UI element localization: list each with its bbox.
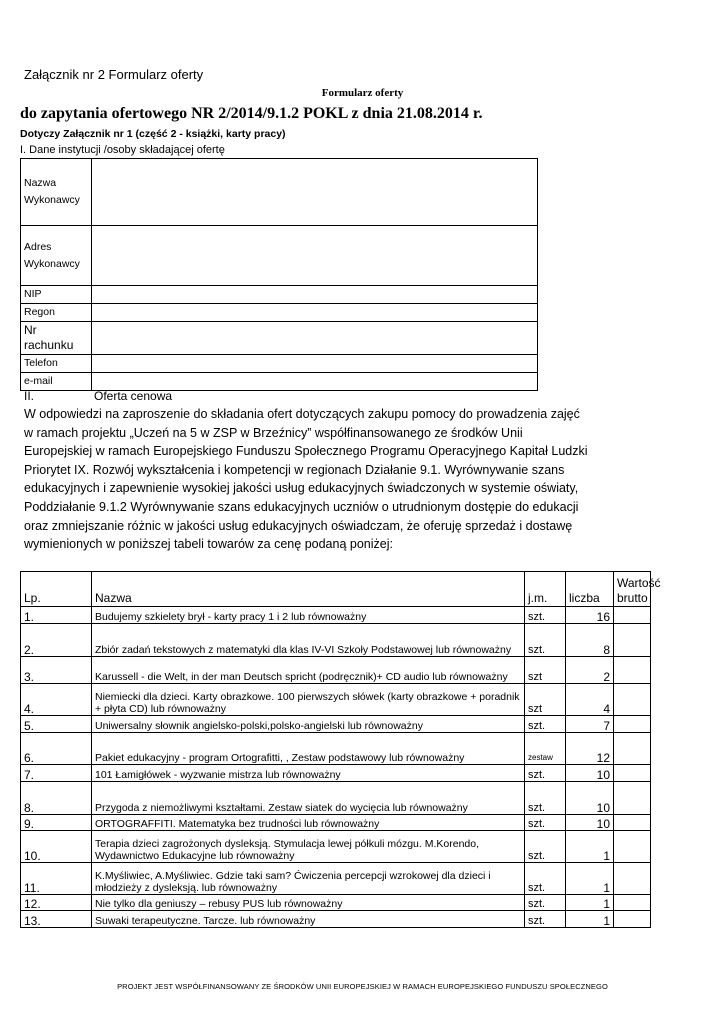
- nip-field[interactable]: [92, 286, 538, 304]
- row-qty: 16: [566, 607, 614, 624]
- row-unit: szt.: [525, 607, 566, 624]
- row-lp: 8.: [21, 782, 92, 815]
- row-unit: szt.: [525, 815, 566, 831]
- row-value-input[interactable]: [614, 863, 651, 895]
- field-label: Telefon: [21, 355, 92, 373]
- row-name: Zbiór zadań tekstowych z matematyki dla klas IV-VI Szkoły Podstawowej lub równoważny: [92, 624, 525, 657]
- section2-title: Oferta cenowa: [94, 389, 173, 403]
- table-row: [21, 607, 651, 624]
- row-qty: 7: [566, 716, 614, 733]
- row-value-input[interactable]: [614, 733, 651, 765]
- annex-label: Załącznik nr 2 Formularz oferty: [24, 67, 204, 82]
- paragraph-line: Priorytet IX. Rozwój wykształcenia i kompetencji w regionach Działanie 9.1. Wyrównywanie szans: [24, 462, 565, 477]
- row-unit: szt.: [525, 895, 566, 911]
- regon-field[interactable]: [92, 304, 538, 322]
- row-lp: 1.: [21, 607, 92, 624]
- row-qty: 10: [566, 815, 614, 831]
- field-label: NIP: [21, 286, 92, 304]
- page-title: do zapytania ofertowego NR 2/2014/9.1.2 POKL z dnia 21.08.2014 r.: [20, 105, 483, 122]
- row-value-input[interactable]: [614, 607, 651, 624]
- contractor-address-field[interactable]: [92, 226, 538, 286]
- table-row: [21, 815, 651, 831]
- paragraph-line: oraz zmniejszanie różnic w jakości usług edukacyjnych oświadczam, że oferuję sprzedaż i dostawę: [24, 518, 573, 533]
- field-label: Nr rachunku: [21, 322, 92, 355]
- row-qty: 2: [566, 657, 614, 684]
- row-qty: 1: [566, 895, 614, 911]
- table-row: [21, 716, 651, 733]
- row-value-input[interactable]: [614, 624, 651, 657]
- row-lp: 6.: [21, 733, 92, 765]
- row-value-input[interactable]: [614, 831, 651, 863]
- row-unit: zestaw: [525, 733, 566, 765]
- row-value-input[interactable]: [614, 895, 651, 911]
- field-row-phone: [21, 355, 538, 373]
- section1-title: I. Dane instytucji /osoby składającej ofertę: [20, 144, 225, 156]
- field-row-name: [21, 159, 538, 226]
- row-qty: 10: [566, 765, 614, 782]
- table-row: [21, 684, 651, 716]
- table-row: [21, 624, 651, 657]
- header-name: Nazwa: [92, 572, 525, 607]
- row-lp: 7.: [21, 765, 92, 782]
- table-row: [21, 765, 651, 782]
- row-unit: szt.: [525, 911, 566, 928]
- row-lp: 9.: [21, 815, 92, 831]
- items-table: [20, 571, 661, 928]
- paragraph-line: w ramach projektu „Uczeń na 5 w ZSP w Brzeźnicy” współfinansowanego ze środków Unii: [24, 425, 523, 440]
- row-name: Uniwersalny słownik angielsko-polski,polsko-angielski lub równoważny: [92, 716, 525, 733]
- header-qty: liczba: [566, 572, 614, 607]
- row-qty: 12: [566, 733, 614, 765]
- row-qty: 1: [566, 863, 614, 895]
- row-unit: szt.: [525, 624, 566, 657]
- row-name: Karussell - die Welt, in der man Deutsch spricht (podręcznik)+ CD audio lub równoważny: [92, 657, 525, 684]
- section2-heading: [24, 389, 173, 403]
- paragraph-line: Poddziałanie 9.1.2 Wyrównywanie szans edukacyjnych uczniów o utrudnionym dostępie do edukacji: [24, 499, 579, 514]
- field-label: Nazwa Wykonawcy: [21, 159, 92, 226]
- row-qty: 1: [566, 831, 614, 863]
- row-value-input[interactable]: [614, 815, 651, 831]
- row-qty: 1: [566, 911, 614, 928]
- footer-note: PROJEKT JEST WSPÓŁFINANSOWANY ZE ŚRODKÓW UNII EUROPEJSKIEJ W RAMACH EUROPEJSKIEGO FUNDUSZU SPOŁECZNEGO: [117, 982, 608, 991]
- row-unit: szt: [525, 684, 566, 716]
- paragraph-line: wymienionych w poniższej tabeli towarów za cenę podaną poniżej:: [24, 537, 393, 552]
- row-lp: 2.: [21, 624, 92, 657]
- row-qty: 10: [566, 782, 614, 815]
- header-unit: j.m.: [525, 572, 566, 607]
- row-value-input[interactable]: [614, 716, 651, 733]
- row-unit: szt.: [525, 716, 566, 733]
- row-unit: szt: [525, 657, 566, 684]
- row-value-input[interactable]: [614, 911, 651, 928]
- paragraph-line: Europejskiej w ramach Europejskiego Funduszu Społecznego Programu Operacyjnego Kapitał Ludzki: [24, 444, 588, 459]
- contractor-name-field[interactable]: [92, 159, 538, 226]
- field-row-email: [21, 373, 538, 391]
- concerns-line: Dotyczy Załącznik nr 1 (część 2 - książki, karty pracy): [20, 128, 286, 140]
- row-lp: 3.: [21, 657, 92, 684]
- row-name: Suwaki terapeutyczne. Tarcze. lub równoważny: [92, 911, 525, 928]
- field-row-account: [21, 322, 538, 355]
- row-name: ORTOGRAFFITI. Matematyka bez trudności lub równoważny: [92, 815, 525, 831]
- row-name: K.Myśliwiec, A.Myśliwiec. Gdzie taki sam? Ćwiczenia percepcji wzrokowej dla dzieci i młodzieży z dysleksją. lub równoważny: [92, 863, 525, 895]
- phone-field[interactable]: [92, 355, 538, 373]
- row-lp: 13.: [21, 911, 92, 928]
- account-number-field[interactable]: [92, 322, 538, 355]
- row-value-input[interactable]: [614, 684, 651, 716]
- table-row: [21, 831, 651, 863]
- row-lp: 11.: [21, 863, 92, 895]
- row-unit: szt.: [525, 782, 566, 815]
- table-row: [21, 657, 651, 684]
- table-row: [21, 895, 651, 911]
- table-header-row: [21, 572, 651, 607]
- row-name: Terapia dzieci zagrożonych dysleksją. Stymulacja lewej półkuli mózgu. M.Korendo, Wydawnictwo Edukacyjne lub równoważny: [92, 831, 525, 863]
- table-row: [21, 911, 651, 928]
- field-label: Regon: [21, 304, 92, 322]
- row-name: Budujemy szkielety brył - karty pracy 1 i 2 lub równoważny: [92, 607, 525, 624]
- row-unit: szt.: [525, 765, 566, 782]
- row-name: Nie tylko dla geniuszy – rebusy PUS lub równoważny: [92, 895, 525, 911]
- section2-number: II.: [24, 389, 35, 403]
- row-lp: 12.: [21, 895, 92, 911]
- offer-paragraph: [24, 405, 594, 554]
- header-value: Wartość brutto: [614, 572, 651, 607]
- row-lp: 4.: [21, 684, 92, 716]
- email-field[interactable]: [92, 373, 538, 391]
- row-name: Przygoda z niemożliwymi kształtami. Zestaw siatek do wycięcia lub równoważny: [92, 782, 525, 815]
- field-label: Adres Wykonawcy: [21, 226, 92, 286]
- field-row-regon: [21, 304, 538, 322]
- row-value-input[interactable]: [614, 782, 651, 815]
- row-lp: 5.: [21, 716, 92, 733]
- paragraph-line: edukacyjnych i zapewnienie wysokiej jakości usług edukacyjnych świadczonych w systemie oświaty,: [24, 481, 579, 496]
- field-label: e-mail: [21, 373, 92, 391]
- row-name: Pakiet edukacyjny - program Ortografitti, , Zestaw podstawowy lub równoważny: [92, 733, 525, 765]
- row-name: Niemiecki dla dzieci. Karty obrazkowe. 100 pierwszych słówek (karty obrazkowe + poradnik + płyta CD) lub równoważny: [92, 684, 525, 716]
- form-title: Formularz oferty: [321, 87, 404, 99]
- row-value-input[interactable]: [614, 765, 651, 782]
- row-lp: 10.: [21, 831, 92, 863]
- field-row-address: [21, 226, 538, 286]
- row-unit: szt.: [525, 863, 566, 895]
- row-value-input[interactable]: [614, 657, 651, 684]
- row-qty: 8: [566, 624, 614, 657]
- header-lp: Lp.: [21, 572, 92, 607]
- field-row-nip: [21, 286, 538, 304]
- table-row: [21, 863, 651, 895]
- table-row: [21, 782, 651, 815]
- row-name: 101 Łamigłówek - wyzwanie mistrza lub równoważny: [92, 765, 525, 782]
- paragraph-line: W odpowiedzi na zaproszenie do składania ofert dotyczących zakupu pomocy do prowadzenia zajęć: [24, 407, 580, 421]
- row-unit: szt.: [525, 831, 566, 863]
- row-qty: 4: [566, 684, 614, 716]
- institution-table: [20, 158, 538, 391]
- table-row: [21, 733, 651, 765]
